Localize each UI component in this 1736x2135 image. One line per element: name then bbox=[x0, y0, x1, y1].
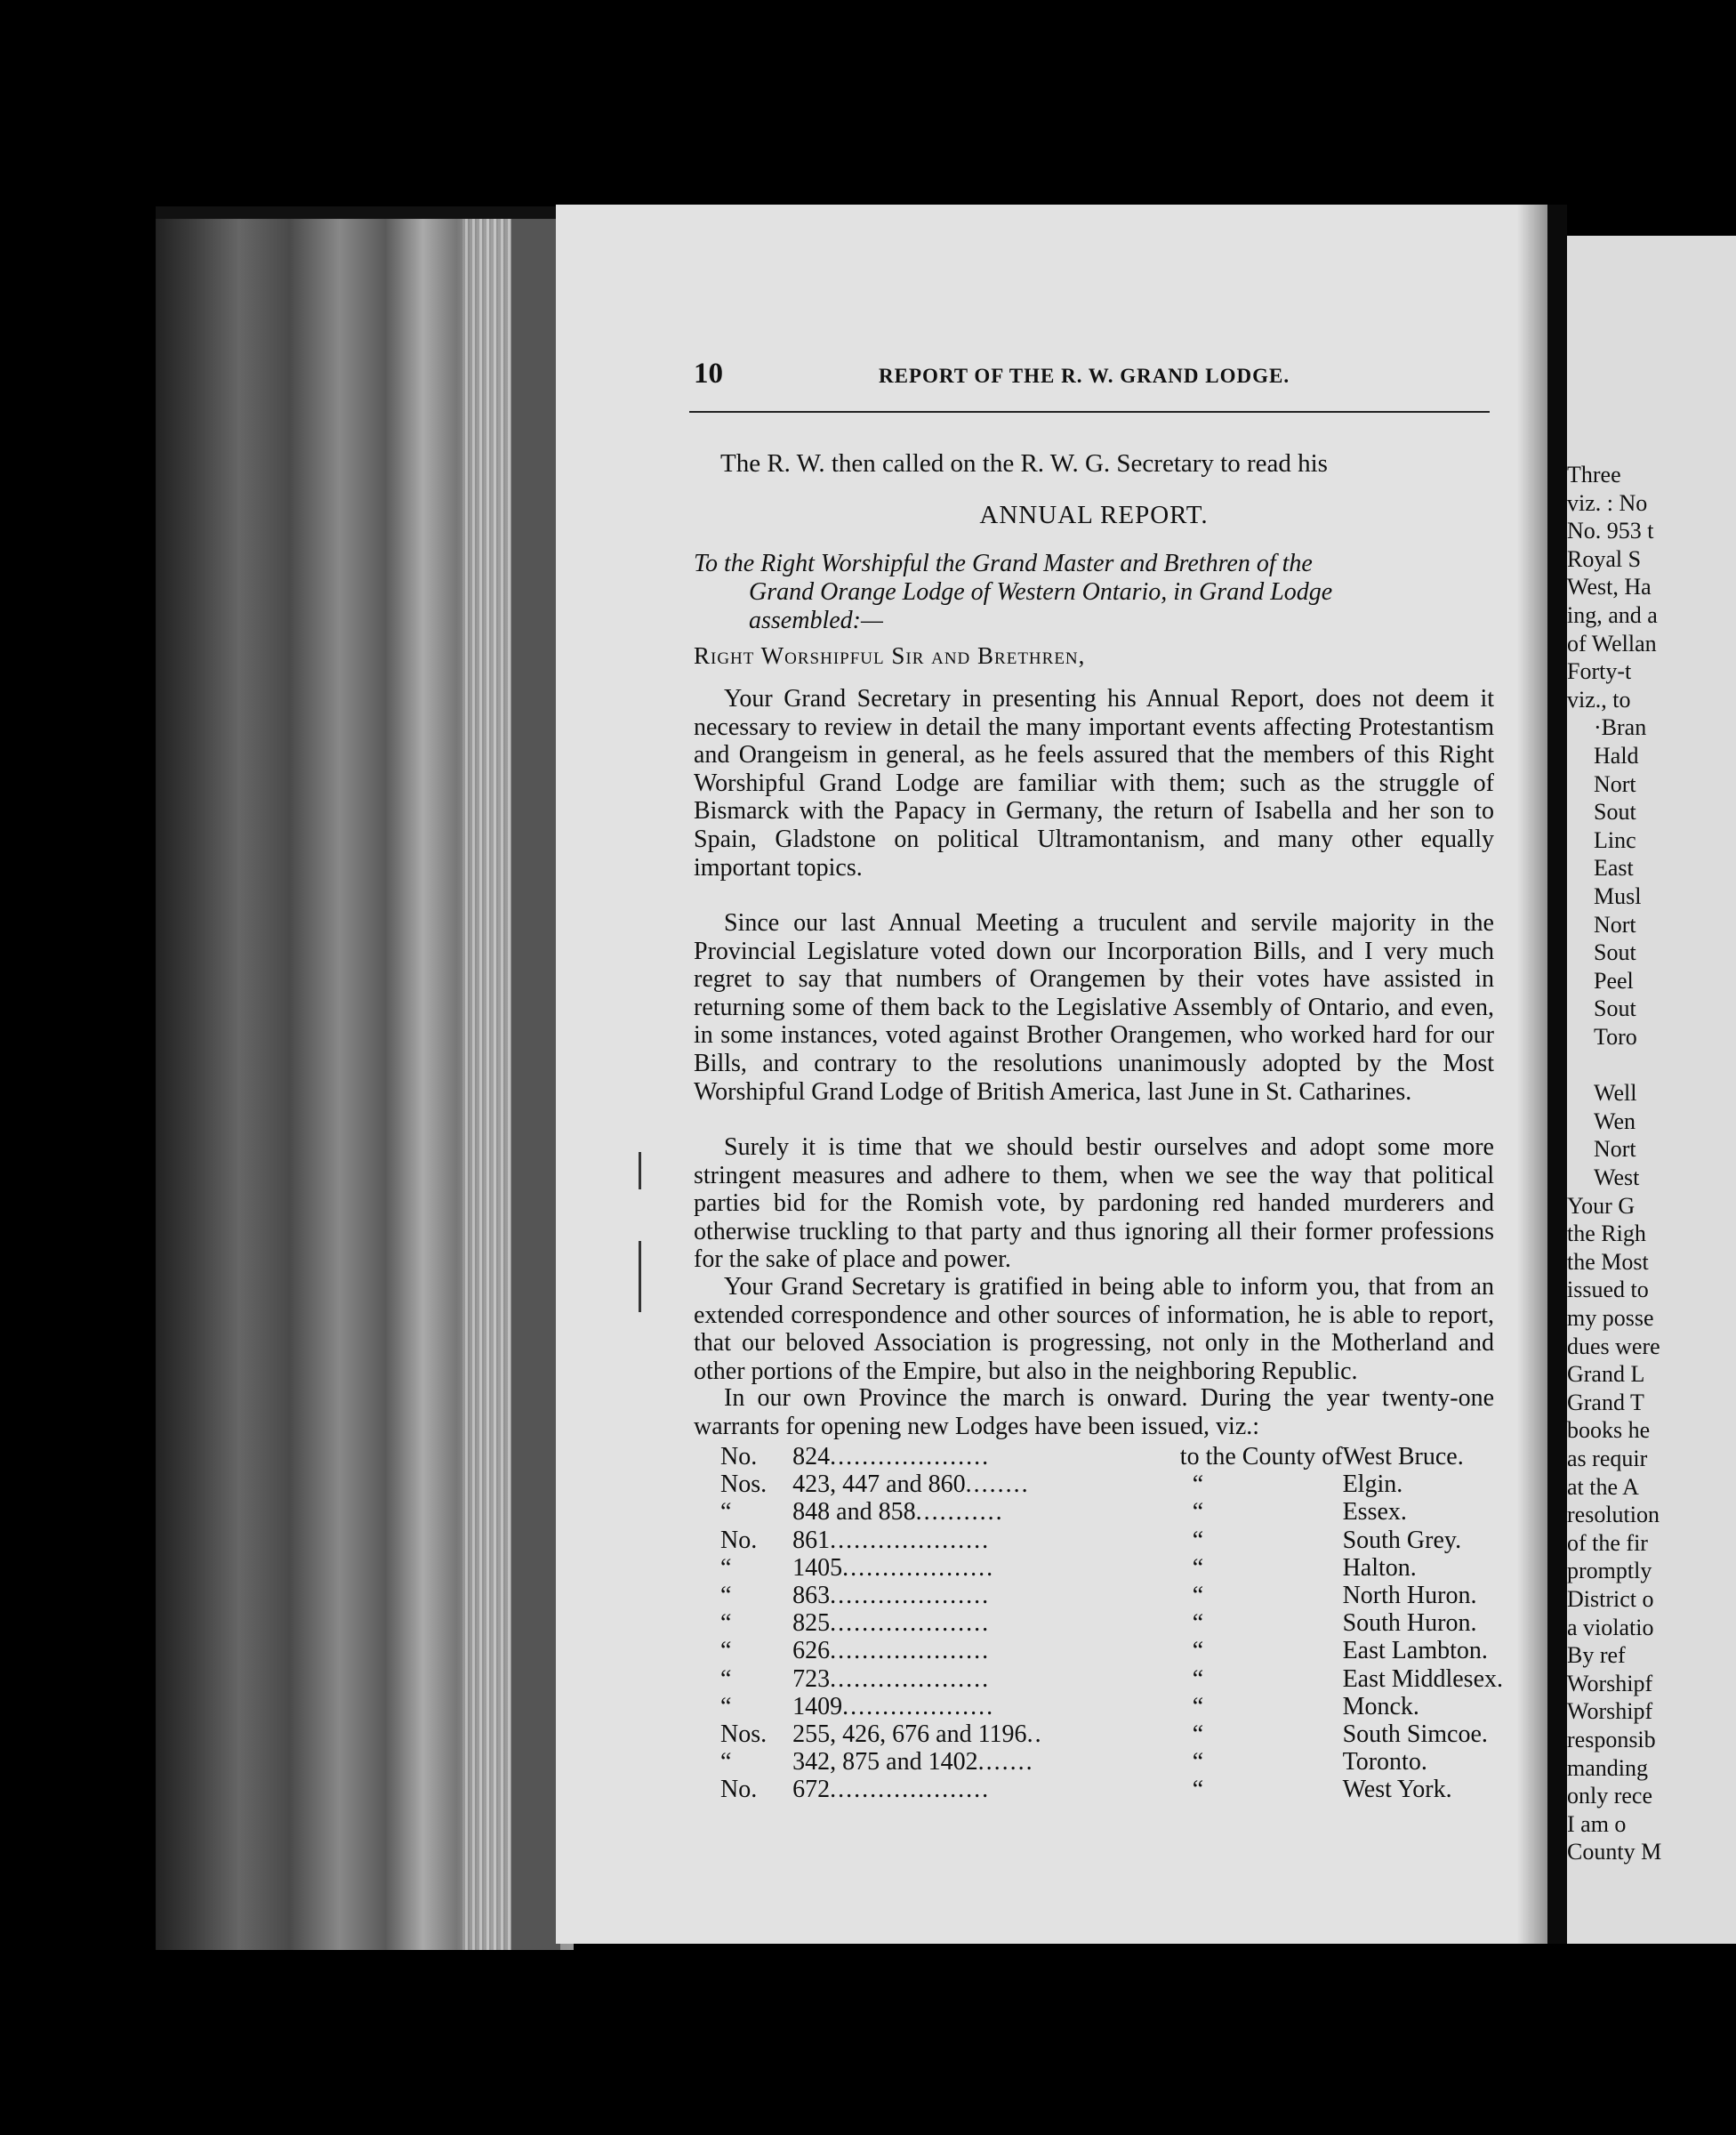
leader-dots: .................... bbox=[830, 1443, 991, 1470]
warrant-prefix: No. bbox=[720, 1526, 758, 1554]
warrant-number-text: 423, 447 and 860 bbox=[792, 1470, 966, 1499]
warrant-row bbox=[720, 1748, 1503, 1776]
leader-dots: ................... bbox=[842, 1553, 995, 1582]
warrant-county: East Lambton. bbox=[1342, 1637, 1488, 1665]
warrant-row bbox=[720, 1527, 1503, 1554]
warrant-numbers bbox=[792, 1443, 1180, 1470]
next-page-line: Worshipf bbox=[1567, 1670, 1653, 1696]
warrant-prefix: “ bbox=[720, 1637, 732, 1665]
warrant-numbers bbox=[792, 1637, 1180, 1664]
next-page-line: Grand T bbox=[1567, 1389, 1644, 1415]
leader-dots: ........ bbox=[965, 1470, 1030, 1499]
next-page-line: Toro bbox=[1594, 1024, 1637, 1050]
next-page-line: resolution bbox=[1567, 1502, 1660, 1528]
warrant-prefix: No. bbox=[720, 1776, 758, 1804]
warrant-county: Elgin. bbox=[1342, 1470, 1403, 1499]
next-page-line: viz. : No bbox=[1567, 489, 1648, 516]
header-rule bbox=[689, 411, 1490, 413]
next-page-line: West, Ha bbox=[1567, 574, 1652, 600]
address-line-3: assembled:— bbox=[749, 607, 883, 634]
warrant-row bbox=[720, 1470, 1503, 1498]
warrant-ditto: “ bbox=[1192, 1692, 1204, 1720]
next-page-line: Nort bbox=[1594, 1136, 1636, 1163]
warrant-row bbox=[720, 1554, 1503, 1582]
next-page-line: responsib bbox=[1567, 1727, 1656, 1752]
next-page-line: issued to bbox=[1567, 1277, 1649, 1303]
next-page-line: Sout bbox=[1594, 939, 1636, 966]
warrant-number-text: 1409 bbox=[792, 1692, 843, 1720]
warrant-prefix: Nos. bbox=[720, 1720, 768, 1749]
next-page-line: No. 953 t bbox=[1567, 518, 1654, 544]
warrant-number-text: 342, 875 and 1402 bbox=[792, 1748, 978, 1776]
warrant-row bbox=[720, 1582, 1503, 1609]
warrant-county: Halton. bbox=[1342, 1553, 1417, 1582]
warrant-prefix: “ bbox=[720, 1498, 732, 1527]
warrant-prefix: “ bbox=[720, 1553, 732, 1582]
warrant-ditto: “ bbox=[1192, 1498, 1204, 1527]
warrant-county: South Huron. bbox=[1342, 1609, 1477, 1638]
warrant-number-text: 824 bbox=[792, 1443, 831, 1470]
next-page-line: Sout bbox=[1594, 799, 1636, 826]
leader-dots: .. bbox=[1026, 1720, 1043, 1749]
leader-dots: ................... bbox=[842, 1692, 995, 1720]
next-page-line: manding bbox=[1567, 1754, 1648, 1781]
section-title: ANNUAL REPORT. bbox=[979, 501, 1209, 529]
salutation: Right Worshipful Sir and Brethren, bbox=[694, 642, 1086, 669]
warrant-ditto: to the County of bbox=[1179, 1443, 1343, 1470]
next-page-line: the Most bbox=[1567, 1248, 1649, 1275]
next-page-line: Sout bbox=[1594, 995, 1636, 1022]
leader-dots: .................... bbox=[830, 1637, 991, 1665]
next-page-line: Wen bbox=[1594, 1108, 1636, 1134]
warrant-ditto: “ bbox=[1192, 1748, 1204, 1776]
margin-mark bbox=[639, 1241, 641, 1312]
warrant-number-text: 825 bbox=[792, 1609, 831, 1638]
warrants-table bbox=[720, 1443, 1503, 1804]
next-page-line: at the A bbox=[1567, 1473, 1639, 1500]
warrant-ditto: “ bbox=[1192, 1664, 1204, 1693]
warrant-county: East Middlesex. bbox=[1342, 1664, 1503, 1693]
paragraph-4: Your Grand Secretary is gratified in being able to inform you, that from an extended correspondence and other sources of information, he is able to report, that our beloved Association is progressing, not only in the Motherland and other portions of the Empire, but also in the neighboring Republic. bbox=[694, 1273, 1494, 1385]
warrant-numbers bbox=[792, 1554, 1180, 1582]
spine-gap bbox=[1547, 205, 1567, 1944]
warrant-ditto: “ bbox=[1192, 1637, 1204, 1665]
next-page-line: Musl bbox=[1594, 883, 1642, 909]
warrant-county: West Bruce. bbox=[1342, 1443, 1464, 1470]
next-page-line: of Wellan bbox=[1567, 630, 1657, 657]
leader-dots: ....... bbox=[977, 1748, 1034, 1776]
warrant-number-text: 848 and 858 bbox=[792, 1498, 916, 1527]
leader-dots: .................... bbox=[830, 1582, 991, 1610]
page-number: 10 bbox=[694, 358, 723, 390]
next-page-line bbox=[1594, 1051, 1736, 1080]
next-page-line: Royal S bbox=[1567, 545, 1642, 572]
warrant-ditto: “ bbox=[1192, 1776, 1204, 1804]
next-page-line: Worshipf bbox=[1567, 1698, 1653, 1725]
running-title: REPORT OF THE R. W. GRAND LODGE. bbox=[879, 365, 1290, 387]
warrant-row bbox=[720, 1609, 1503, 1637]
next-page-line: as requir bbox=[1567, 1446, 1648, 1471]
warrant-number-text: 863 bbox=[792, 1582, 831, 1610]
warrant-prefix: “ bbox=[720, 1582, 732, 1610]
paragraph-2: Since our last Annual Meeting a truculent and servile majority in the Provincial Legislature voted down our Incorporation Bills, and I very much regret to say that numbers of Orangemen by their votes have assisted in returning some of them back to the Legislative Assembly of Ontario, and even, in some instances, voted against Brother Orangemen, who worked hard for our Bills, and contrary to the resolutions unanimously adopted by the Most Worshipful Grand Lodge of British America, last June in St. Catharines. bbox=[694, 909, 1494, 1106]
address-block bbox=[694, 550, 1490, 635]
warrant-prefix: “ bbox=[720, 1664, 732, 1693]
next-page-line: viz., to bbox=[1567, 686, 1631, 713]
warrant-ditto: “ bbox=[1192, 1470, 1204, 1499]
leader-dots: .................... bbox=[830, 1609, 991, 1638]
paragraph-5: In our own Province the march is onward. During the year twenty-one warrants for opening new Lodges have been issued, viz.: bbox=[694, 1384, 1494, 1440]
next-page-line: Nort bbox=[1594, 770, 1636, 797]
next-page-line: promptly bbox=[1567, 1558, 1652, 1584]
warrant-ditto: “ bbox=[1192, 1526, 1204, 1554]
warrant-numbers bbox=[792, 1527, 1180, 1554]
warrant-number-text: 723 bbox=[792, 1664, 831, 1693]
warrant-numbers bbox=[792, 1498, 1180, 1526]
margin-mark bbox=[639, 1152, 641, 1189]
next-page-line: dues were bbox=[1567, 1333, 1660, 1359]
paragraph-1: Your Grand Secretary in presenting his Annual Report, does not deem it necessary to review in detail the many important events affecting Protestantism and Orangeism in general, as he feels assured that the members of this Right Worshipful Grand Lodge are familiar with them; such as the struggle of Bismarck with the Papacy in Germany, the return of Isabella and her son to Spain, Gladstone on political Ultramontanism, and many other equally important topics. bbox=[694, 685, 1494, 882]
warrant-county: South Simcoe. bbox=[1342, 1720, 1488, 1749]
next-page-line: Peel bbox=[1594, 967, 1634, 994]
next-page-line: ·Bran bbox=[1594, 714, 1647, 741]
warrant-row bbox=[720, 1720, 1503, 1748]
next-page-line: the Righ bbox=[1567, 1221, 1646, 1247]
warrant-prefix: “ bbox=[720, 1609, 732, 1638]
next-page-line: West bbox=[1594, 1164, 1640, 1190]
warrant-numbers bbox=[792, 1582, 1180, 1609]
next-page-line: By ref bbox=[1567, 1642, 1626, 1669]
book-edge-top bbox=[156, 206, 574, 219]
next-page-fragment bbox=[1567, 236, 1736, 1944]
warrant-county: South Grey. bbox=[1342, 1526, 1462, 1554]
warrant-numbers bbox=[792, 1470, 1180, 1498]
warrant-ditto: “ bbox=[1192, 1582, 1204, 1610]
warrant-row bbox=[720, 1776, 1503, 1803]
warrant-ditto: “ bbox=[1192, 1553, 1204, 1582]
warrant-row bbox=[720, 1498, 1503, 1526]
warrant-number-text: 255, 426, 676 and 1196 bbox=[792, 1720, 1027, 1749]
warrant-numbers bbox=[792, 1748, 1180, 1776]
warrant-ditto: “ bbox=[1192, 1609, 1204, 1638]
book-gutter bbox=[511, 206, 560, 1950]
next-page-line: ing, and a bbox=[1567, 602, 1658, 628]
next-page-line: Well bbox=[1594, 1080, 1637, 1107]
warrant-prefix: Nos. bbox=[720, 1470, 768, 1499]
warrant-number-text: 861 bbox=[792, 1526, 831, 1554]
warrant-county: Toronto. bbox=[1342, 1748, 1427, 1776]
warrant-row bbox=[720, 1693, 1503, 1720]
next-page-line: Grand L bbox=[1567, 1361, 1645, 1388]
address-line-1: To the Right Worshipful the Grand Master and Brethren of the bbox=[694, 550, 1313, 577]
next-page-line: Your G bbox=[1567, 1192, 1636, 1219]
warrant-numbers bbox=[792, 1609, 1180, 1637]
leader-dots: .................... bbox=[830, 1664, 991, 1693]
next-page-line: I am o bbox=[1567, 1810, 1627, 1837]
warrant-numbers bbox=[792, 1665, 1180, 1693]
warrant-row bbox=[720, 1665, 1503, 1693]
leader-dots: .................... bbox=[830, 1526, 991, 1554]
next-page-line: County M bbox=[1567, 1839, 1662, 1865]
warrant-county: Essex. bbox=[1342, 1498, 1407, 1527]
next-page-line: a violatio bbox=[1567, 1614, 1654, 1640]
next-page-line: Hald bbox=[1594, 743, 1639, 769]
next-page-line: books he bbox=[1567, 1417, 1651, 1444]
warrant-number-text: 626 bbox=[792, 1637, 831, 1665]
warrant-county: Monck. bbox=[1342, 1692, 1419, 1720]
next-page-line: of the fir bbox=[1567, 1529, 1648, 1556]
warrant-row bbox=[720, 1443, 1503, 1470]
next-page-line: East bbox=[1594, 855, 1634, 882]
warrant-prefix: “ bbox=[720, 1748, 732, 1776]
warrant-number-text: 672 bbox=[792, 1776, 831, 1804]
next-page-line: Forty-t bbox=[1567, 658, 1632, 685]
warrant-prefix: “ bbox=[720, 1692, 732, 1720]
address-line-2: Grand Orange Lodge of Western Ontario, in Grand Lodge bbox=[749, 578, 1333, 606]
warrant-numbers bbox=[792, 1720, 1180, 1748]
intro-line: The R. W. then called on the R. W. G. Secretary to read his bbox=[720, 449, 1328, 478]
warrant-ditto: “ bbox=[1192, 1720, 1204, 1749]
next-page-line: District o bbox=[1567, 1586, 1654, 1612]
next-page-line: Nort bbox=[1594, 911, 1636, 938]
next-page-line: Linc bbox=[1594, 826, 1636, 853]
next-page-line: only rece bbox=[1567, 1783, 1653, 1809]
warrant-county: North Huron. bbox=[1342, 1582, 1477, 1610]
warrant-row bbox=[720, 1637, 1503, 1664]
warrant-county: West York. bbox=[1342, 1776, 1452, 1804]
paragraph-3: Surely it is time that we should bestir ourselves and adopt some more stringent measures and adhere to them, when we see the way that political parties bid for the Romish vote, by pardoning red handed murderers and otherwise truckling to that party and thus ignoring all their former professions for the sake of place and power. bbox=[694, 1133, 1494, 1274]
leader-dots: .................... bbox=[830, 1776, 991, 1804]
warrant-numbers bbox=[792, 1693, 1180, 1720]
warrant-prefix: No. bbox=[720, 1443, 758, 1470]
next-page-line: my posse bbox=[1567, 1305, 1654, 1331]
warrant-number-text: 1405 bbox=[792, 1553, 843, 1582]
leader-dots: ........... bbox=[915, 1498, 1004, 1527]
warrant-numbers bbox=[792, 1776, 1180, 1803]
next-page-line: Three bbox=[1567, 462, 1621, 487]
